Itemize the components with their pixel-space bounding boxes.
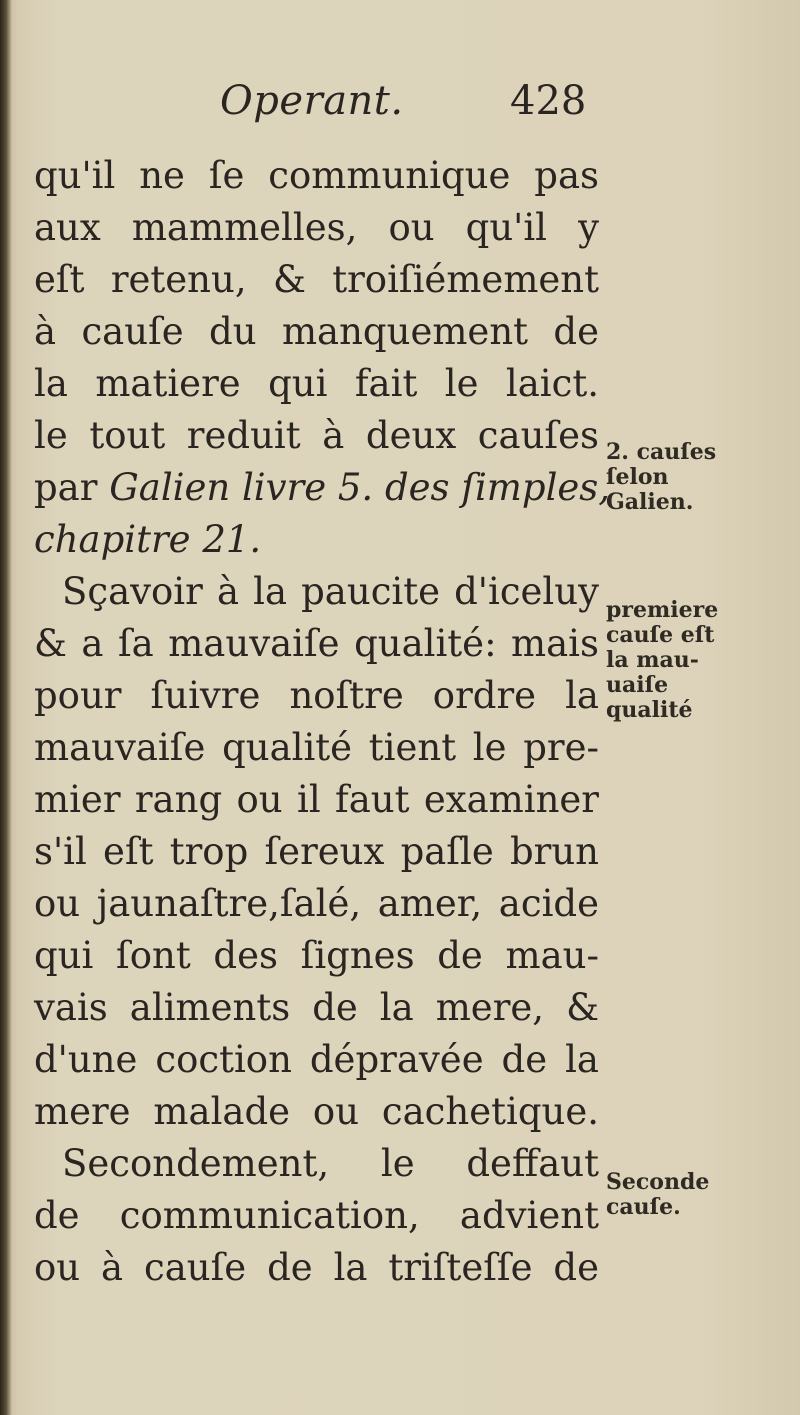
- margin-note-line: Seconde: [606, 1169, 710, 1195]
- citation-italic: Galien livre 5. des ſimples,: [109, 466, 611, 509]
- margin-note-line: cauſe eſt: [606, 622, 715, 648]
- margin-note-line: Galien.: [606, 489, 694, 515]
- text-line: chapitre 21.: [34, 518, 262, 561]
- text-line: aux mammelles, ou qu'il y: [34, 206, 599, 249]
- margin-note-line: uaiſe: [606, 672, 669, 698]
- text-line: qu'il ne ſe communique pas: [34, 154, 599, 197]
- margin-note: [606, 1170, 746, 1220]
- margin-note-line: cauſe.: [606, 1194, 681, 1220]
- text-line-start: par: [34, 466, 98, 509]
- text-line: la matiere qui fait le laict.: [34, 362, 599, 405]
- margin-note: [606, 440, 746, 515]
- page-number: 428: [510, 78, 587, 124]
- running-title: Operant.: [220, 78, 404, 124]
- margin-note-line: premiere: [606, 597, 719, 623]
- text-line: ou jaunaſtre,ſalé, amer, acide: [34, 882, 599, 925]
- book-spine-shadow: [0, 0, 12, 1415]
- margin-note: [606, 598, 746, 723]
- text-line: pour ſuivre noſtre ordre la: [34, 674, 599, 717]
- text-line: qui ſont des ſignes de mau-: [34, 934, 599, 977]
- text-line: [34, 462, 611, 514]
- text-line: à cauſe du manquement de: [34, 310, 599, 353]
- text-line: Sçavoir à la paucite d'iceluy: [62, 570, 599, 613]
- page-header: [210, 78, 610, 138]
- margin-note-line: 2. cauſes: [606, 439, 717, 465]
- text-line: mauvaiſe qualité tient le pre-: [34, 726, 599, 769]
- text-line: d'une coction dépravée de la: [34, 1038, 599, 1081]
- text-line: de communication, advient: [34, 1194, 599, 1237]
- text-line: ou à cauſe de la triſteſſe de: [34, 1246, 599, 1289]
- text-line: Secondement, le deffaut: [62, 1142, 599, 1185]
- margin-note-line: ſelon: [606, 464, 669, 490]
- margin-note-line: qualité: [606, 697, 693, 723]
- text-line: mere malade ou cachetique.: [34, 1090, 599, 1133]
- text-line: & a ſa mauvaiſe qualité: mais: [34, 622, 599, 665]
- text-line: eſt retenu, & troiſiémement: [34, 258, 599, 301]
- body-text: [34, 150, 611, 1294]
- text-line: vais aliments de la mere, &: [34, 986, 599, 1029]
- text-line: s'il eſt trop ſereux paſle brun: [34, 830, 599, 873]
- text-line: le tout reduit à deux cauſes: [34, 414, 599, 457]
- text-line: mier rang ou il faut examiner: [34, 778, 599, 821]
- margin-note-line: la mau-: [606, 647, 699, 673]
